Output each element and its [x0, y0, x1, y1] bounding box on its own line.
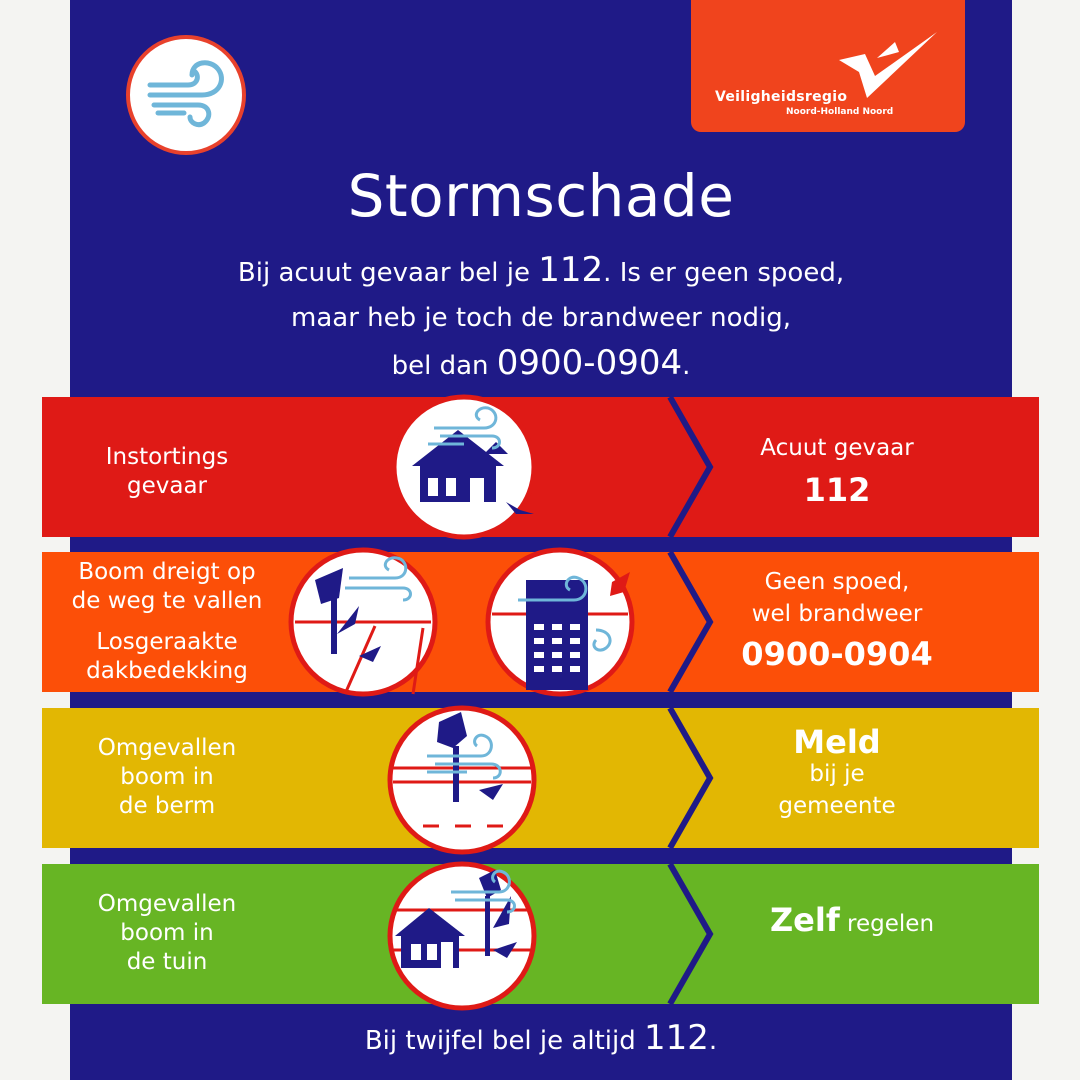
bird-check-icon [837, 30, 947, 100]
tree-on-road-icon [285, 544, 441, 700]
row-collapse-label [72, 443, 262, 501]
row-no-urgency-action [702, 566, 972, 673]
footer-number-112: 112 [643, 1018, 709, 1058]
row-no-urgency-label-b2: dakbedekking [86, 658, 248, 684]
row-no-urgency [42, 552, 1039, 692]
row-collapse-label-2: gevaar [126, 473, 207, 499]
row-no-urgency-label-b [52, 628, 282, 686]
brand-logo [691, 0, 965, 132]
row-no-urgency-action-2: wel brandweer [751, 601, 923, 627]
row-berm-label-1: Omgevallen [97, 735, 237, 761]
row-garden-label [72, 890, 262, 977]
intro-line-3 [70, 341, 1012, 389]
row-no-urgency-label-a1: Boom dreigt op [78, 559, 256, 585]
intro-line-3-a: bel dan [391, 351, 497, 381]
row-berm-action-strong: Meld [793, 723, 881, 761]
row-berm-action-3: gemeente [778, 793, 896, 819]
row-garden-action-rest: regelen [839, 911, 935, 937]
row-garden-label-3: de tuin [126, 949, 208, 975]
intro-number-0900: 0900-0904 [496, 343, 683, 383]
row-berm-action-2: bij je [809, 761, 865, 787]
row-berm-label-3: de berm [118, 793, 216, 819]
row-collapse-action [722, 432, 952, 509]
row-berm-action [722, 723, 952, 822]
intro-line-1-a: Bij acuut gevaar bel je [237, 258, 539, 288]
footer-text-main: Bij twijfel bel je altijd [364, 1026, 644, 1056]
row-no-urgency-action-number: 0900-0904 [741, 635, 933, 673]
fallen-tree-berm-icon [383, 702, 541, 858]
wind-icon [126, 35, 246, 155]
row-garden [42, 864, 1039, 1004]
intro-line-2: maar heb je toch de brandweer nodig, [291, 303, 791, 333]
intro-text [70, 248, 1012, 389]
row-collapse-label-1: Instortings [105, 444, 229, 470]
row-garden-action [722, 901, 982, 940]
row-berm-label [72, 734, 262, 821]
row-collapse [42, 397, 1039, 537]
house-storm-icon [388, 392, 540, 542]
intro-number-112: 112 [538, 250, 604, 290]
row-garden-label-2: boom in [120, 920, 214, 946]
row-no-urgency-label-a2: de weg te vallen [71, 588, 263, 614]
intro-line-1 [70, 248, 1012, 296]
footer-text-end: . [708, 1026, 718, 1056]
row-garden-action-strong: Zelf [769, 901, 840, 939]
row-collapse-action-number: 112 [803, 471, 871, 509]
row-no-urgency-action-1: Geen spoed, [764, 569, 910, 595]
page-title: Stormschade [347, 162, 735, 230]
row-garden-label-1: Omgevallen [97, 891, 237, 917]
row-no-urgency-label-a [52, 558, 282, 616]
row-collapse-action-title: Acuut gevaar [760, 435, 914, 461]
footer-text [70, 1018, 1012, 1058]
brand-name: Veiligheidsregio [715, 89, 848, 105]
intro-line-1-b: . Is er geen spoed, [603, 258, 845, 288]
fallen-tree-garden-icon [383, 858, 541, 1014]
row-no-urgency-label-b1: Losgeraakte [96, 629, 238, 655]
brand-region: Noord-Holland Noord [786, 107, 894, 117]
building-roof-icon [482, 544, 638, 700]
row-berm [42, 708, 1039, 848]
intro-line-3-b: . [682, 351, 691, 381]
row-berm-label-2: boom in [120, 764, 214, 790]
